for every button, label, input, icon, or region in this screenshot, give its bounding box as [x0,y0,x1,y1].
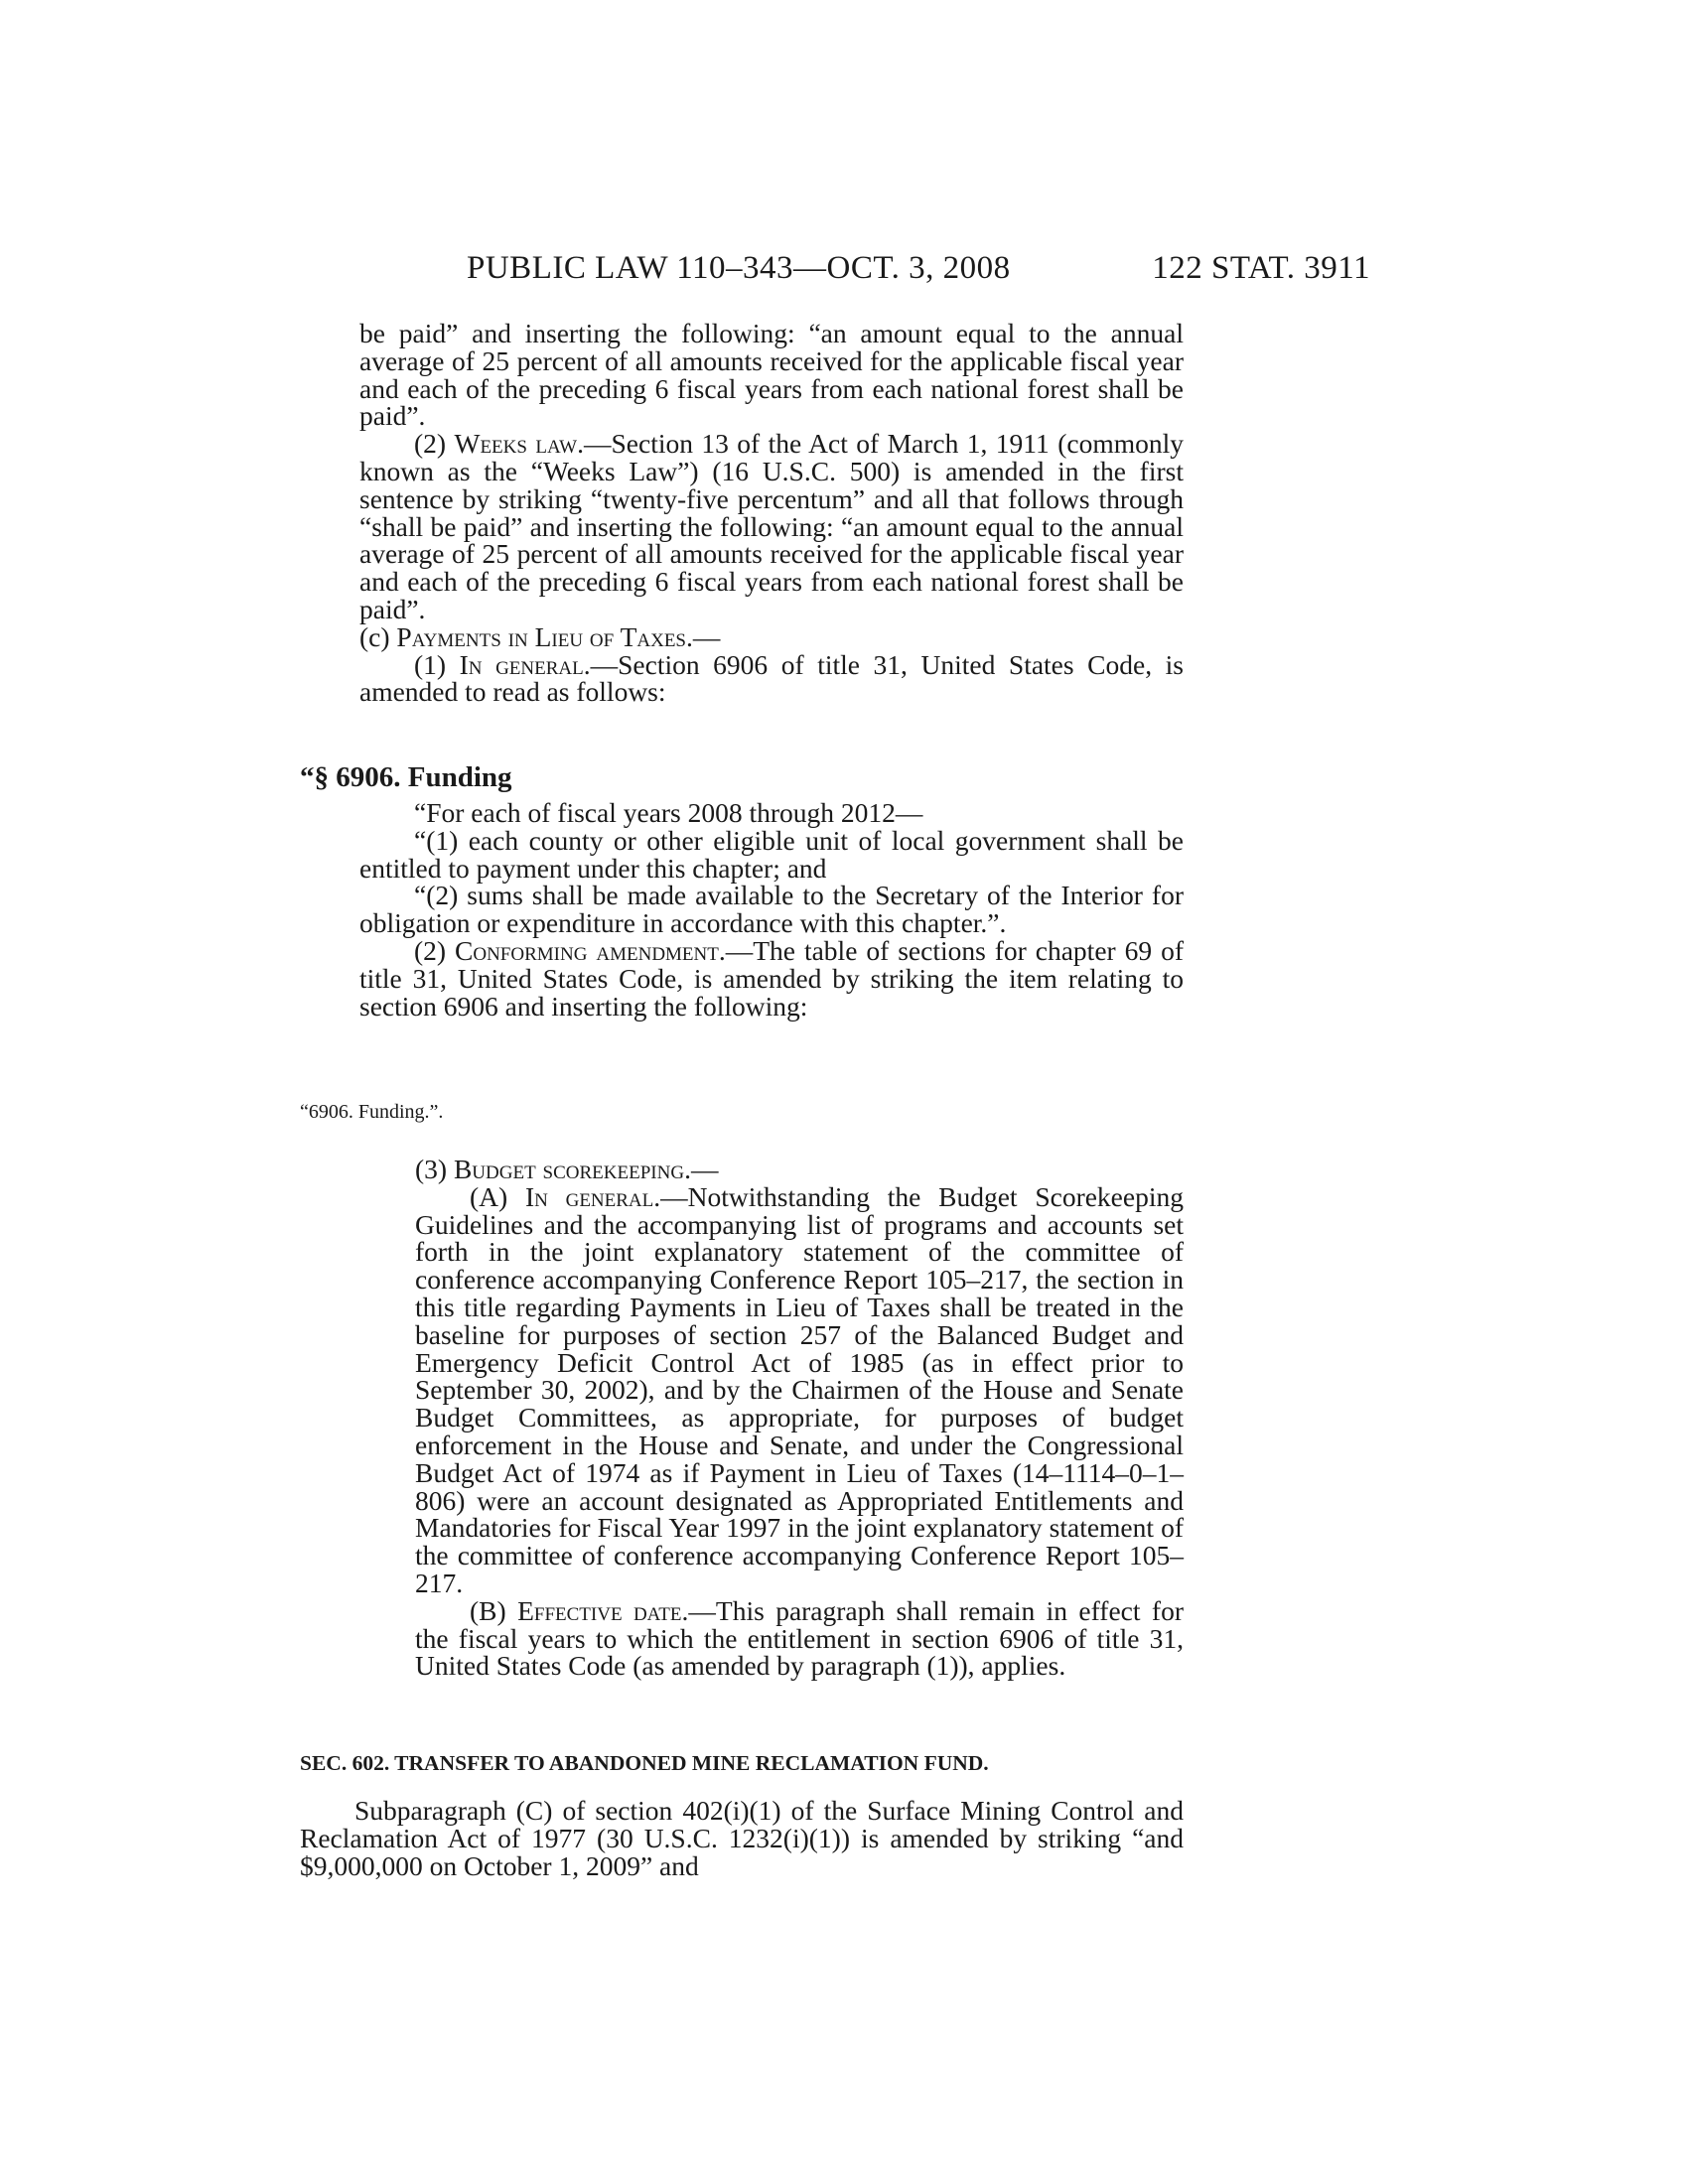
paragraph-payments-heading: (c) Payments in Lieu of Taxes.— [359,620,721,652]
text-block-4 [300,1797,1184,1879]
subsection-heading: Conforming amendment [455,934,719,966]
paragraph-budget-scorekeeping: (3) Budget scorekeeping.— [415,1154,719,1184]
paragraph: “(2) sums shall be made available to the Secretary of the Interior for obligation or expenditure in accordance with this chapter.”. [359,880,1184,939]
subsection-heading: Payments in Lieu of Taxes [396,620,686,652]
header-title: PUBLIC LAW 110–343—OCT. 3, 2008 [467,250,1011,286]
paragraph: “(1) each county or other eligible unit of local government shall be entitled to payment under this chapter; and [359,824,1184,884]
header-stat-citation: 122 STAT. 3911 [1152,250,1370,286]
paragraph-conforming-amendment: (2) Conforming amendment.—The table of sections for chapter 69 of title 31, United States Code, is amended by striking the item relating to section 6906 and inserting the following: [359,934,1184,1022]
paragraph-in-general-a: (A) In general.—Notwithstanding the Budget Scorekeeping Guidelines and the accompanying list of programs and accounts set forth in the joint explanatory statement of the committee of conference accompanying Conference Report 105–217, the section in this title regarding Payments in Lieu of Taxes shall be treated in the baseline for purposes of section 257 of the Balanced Budget and Emergency Deficit Control Act of 1985 (as in effect prior to September 30, 2002), and by the Chairmen of the House and Senate Budget Committees, as appropriate, for purposes of budget enforcement in the House and Senate, and under the Congressional Budget Act of 1974 as if Payment in Lieu of Taxes (14–1114–0–1–806) were an account designated as Appropriated Entitlements and Mandatories for Fiscal Year 1997 in the joint explanatory statement of the committee of conference accompanying Conference Report 105–217. [415,1180,1184,1598]
subsection-heading: In general [459,648,584,680]
paragraph: be paid” and inserting the following: “an amount equal to the annual average of 25 percent of all amounts received for the applicable fiscal year and each of the preceding 6 fiscal years from each national forest shall be paid”. [359,318,1184,432]
page-header [298,246,1370,290]
paragraph: “For each of fiscal years 2008 through 2012— [414,797,923,828]
paragraph-weeks-law: (2) Weeks law.—Section 13 of the Act of March 1, 1911 (commonly known as the “Weeks Law”) (16 U.S.C. 500) is amended in the first sentence by striking “twenty-five percentum” and all that follows through “shall be paid” and inserting the following: “an amount equal to the annual average of 25 percent of all amounts received for the applicable fiscal year and each of the preceding 6 fiscal years from each national forest shall be paid”. [359,428,1184,624]
paragraph-in-general: (1) In general.—Section 6906 of title 31, United States Code, is amended to read as follows: [359,648,1184,708]
paragraph: Subparagraph (C) of section 402(i)(1) of the Surface Mining Control and Reclamation Act of 1977 (30 U.S.C. 1232(i)(1)) is amended by striking “and $9,000,000 on October 1, 2009” and [300,1795,1184,1881]
section-heading-6906: “§ 6906. Funding [300,761,512,793]
text-block-2 [359,799,1184,1020]
section-heading-602: SEC. 602. TRANSFER TO ABANDONED MINE RECLAMATION FUND. [300,1751,989,1775]
text-block-3 [415,1156,1184,1680]
text-block-1 [359,320,1184,706]
subsection-heading: Effective date [517,1594,682,1626]
subsection-heading: Budget scorekeeping [453,1154,685,1184]
subsection-heading: Weeks law [454,428,578,460]
table-of-sections-item: “6906. Funding.”. [300,1101,444,1123]
paragraph-effective-date: (B) Effective date.—This paragraph shall remain in effect for the fiscal years to which the entitlement in section 6906 of title 31, United States Code (as amended by paragraph (1)), applies. [415,1594,1184,1682]
subsection-heading: In general [524,1180,654,1212]
